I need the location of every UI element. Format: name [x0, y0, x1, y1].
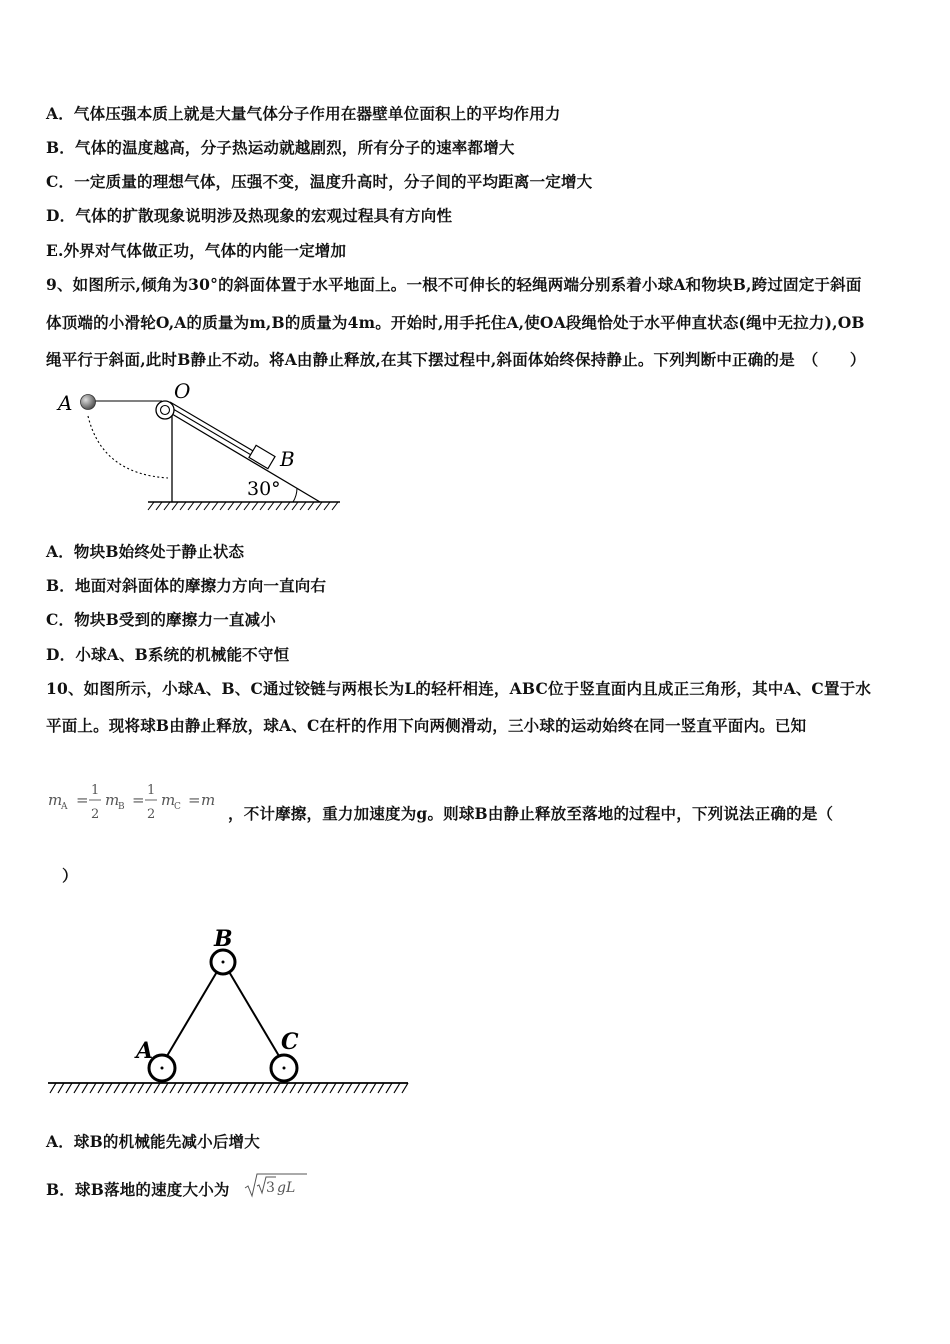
sqrt-inner-value: 3: [266, 1180, 275, 1196]
formula-num-1: 1: [91, 783, 100, 798]
q10-rod-bc: [228, 970, 279, 1056]
q8-option-e: E.外界对气体做正功，气体的内能一定增加: [46, 241, 347, 260]
formula-den-1: 2: [91, 807, 100, 822]
q10-mass-formula: [48, 778, 228, 824]
q10-ground-hatch: [50, 1083, 408, 1093]
formula-m-rhs: m: [201, 791, 216, 809]
formula-sub-c: C: [174, 802, 181, 812]
q10-stem-line-3: ，不计摩擦，重力加速度为g。则球B由静止释放至落地的过程中，下列说法正确的是（: [228, 804, 834, 823]
q10-stem-line-2: 平面上。现将球B由静止释放，球A、C在杆的作用下向两侧滑动，三小球的运动始终在同一竖直平面内。已知: [46, 716, 807, 735]
q9-stem-line-1: 9、如图所示,倾角为30°的斜面体置于水平地面上。一根不可伸长的轻绳两端分别系着小球A和物块B,跨过固定于斜面: [46, 275, 862, 294]
q10-option-b: B．球B落地的速度大小为: [46, 1180, 230, 1199]
formula-m-a: m: [48, 791, 63, 809]
q9-ground-hatch: [148, 502, 338, 510]
q10-label-b: B: [214, 926, 233, 952]
q9-stem-line-3: 绳平行于斜面,此时B静止不动。将A由静止释放,在其下摆过程中,斜面体始终保持静止。下列判断中正确的是 （ ）: [46, 350, 866, 369]
q9-rope-ob-2: [170, 402, 260, 455]
q9-option-a: A．物块B始终处于静止状态: [46, 542, 245, 561]
q8-option-c: C．一定质量的理想气体，压强不变，温度升高时，分子间的平均距离一定增大: [46, 172, 593, 191]
q10-ball-a-dot: [161, 1067, 164, 1070]
formula-m-b: m: [105, 791, 120, 809]
formula-eq-1: =: [76, 791, 89, 809]
q9-ball-a: [81, 395, 96, 410]
q9-incline-slope: [172, 414, 320, 502]
q10-ball-b-dot: [222, 961, 225, 964]
q9-label-angle: 30°: [247, 478, 281, 500]
formula-sub-b: B: [118, 802, 125, 812]
q10-label-a: A: [136, 1038, 154, 1064]
q10-triangle-figure: [44, 920, 414, 1105]
q10-ball-c-dot: [283, 1067, 286, 1070]
q9-label-o: O: [174, 379, 191, 403]
q9-label-b: B: [280, 447, 295, 471]
q8-option-b: B．气体的温度越高，分子热运动就越剧烈，所有分子的速率都增大: [46, 138, 515, 157]
formula-eq-3: =: [188, 791, 201, 809]
q8-option-a: A．气体压强本质上就是大量气体分子作用在器壁单位面积上的平均作用力: [46, 104, 561, 123]
q8-option-d: D．气体的扩散现象说明涉及热现象的宏观过程具有方向性: [46, 206, 453, 225]
q10-option-a: A．球B的机械能先减小后增大: [46, 1132, 260, 1151]
formula-den-2: 2: [147, 807, 156, 822]
sqrt-gl-value: gL: [277, 1180, 296, 1196]
q10-close-paren: ）: [62, 866, 78, 885]
q10-rod-ab: [167, 970, 218, 1056]
q9-stem-line-2: 体顶端的小滑轮O,A的质量为m,B的质量为4m。开始时,用手托住A,使OA段绳恰处于水平伸直状态(绳中无拉力),OB: [46, 313, 865, 332]
q9-label-a: A: [58, 391, 73, 415]
q9-option-d: D．小球A、B系统的机械能不守恒: [46, 645, 290, 664]
q10-stem-line-1: 10、如图所示，小球A、B、C通过铰链与两根长为L的轻杆相连，ABC位于竖直面内且成正三角形，其中A、C置于水: [46, 679, 872, 698]
q10-label-c: C: [281, 1029, 299, 1055]
formula-m-c: m: [161, 791, 176, 809]
formula-num-2: 1: [147, 783, 156, 798]
q9-option-c: C．物块B受到的摩擦力一直减小: [46, 610, 276, 629]
q9-block-b: [249, 445, 275, 468]
formula-sub-a: A: [61, 802, 68, 812]
q9-pulley-inner: [161, 406, 170, 415]
q9-incline-figure: [50, 378, 350, 518]
q9-option-b: B．地面对斜面体的摩擦力方向一直向右: [46, 576, 327, 595]
formula-eq-2: =: [132, 791, 145, 809]
q9-angle-arc: [293, 488, 297, 502]
q9-rope-ob-1: [168, 406, 258, 459]
q10-option-b-sqrt: [244, 1172, 308, 1198]
q9-swing-path: [88, 416, 168, 478]
